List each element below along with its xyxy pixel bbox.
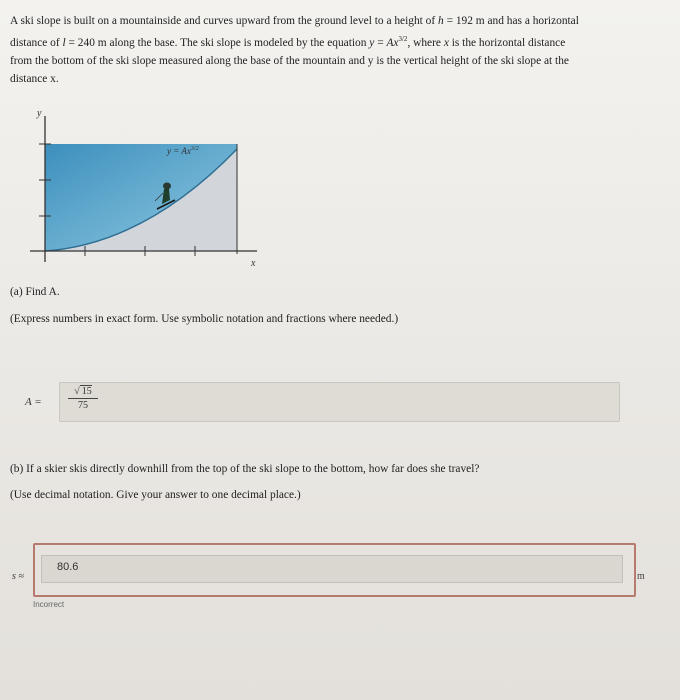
unit-label: m [637, 571, 645, 582]
fraction-denominator: 75 [78, 400, 88, 411]
part-b-answer-input[interactable] [41, 555, 623, 583]
part-b-answer-label: s ≈ [12, 571, 24, 582]
ski-slope-figure [25, 104, 275, 270]
part-b-question: (b) If a skier skis directly downhill from the top of the ski slope to the bottom, how far does she travel? [10, 463, 480, 475]
part-b-instruction: (Use decimal notation. Give your answer to one decimal place.) [10, 489, 301, 501]
part-b-answer-frame [33, 543, 636, 597]
problem-line-3: from the bottom of the ski slope measured along the base of the mountain and y is the vertical height of the ski slope at the [10, 54, 569, 67]
part-b-answer-value: 80.6 [57, 561, 79, 573]
fraction-numerator: √ 15 [68, 386, 98, 399]
part-a-question: (a) Find A. [10, 286, 60, 298]
y-axis-label: y [37, 108, 42, 119]
problem-statement [10, 12, 660, 88]
x-axis-label: x [251, 258, 256, 269]
problem-line-1: A ski slope is built on a mountainside and curves upward from the ground level to a height of h = 192 m and has a horizontal [10, 15, 579, 27]
answer-fraction [68, 386, 98, 411]
part-a-answer-box[interactable] [59, 382, 620, 422]
incorrect-status: Incorrect [33, 600, 65, 609]
curve-label: $y = Ax^{3/2}$ [167, 146, 199, 156]
problem-line-2: distance of l = 240 m along the base. The ski slope is modeled by the equation $y = Ax^{3/2}$, where x is the horizontal distance [10, 35, 566, 49]
problem-line-4: distance x. [10, 72, 59, 85]
part-a-instruction: (Express numbers in exact form. Use symbolic notation and fractions where needed.) [10, 313, 399, 325]
part-a-answer-label: A = [25, 396, 42, 408]
